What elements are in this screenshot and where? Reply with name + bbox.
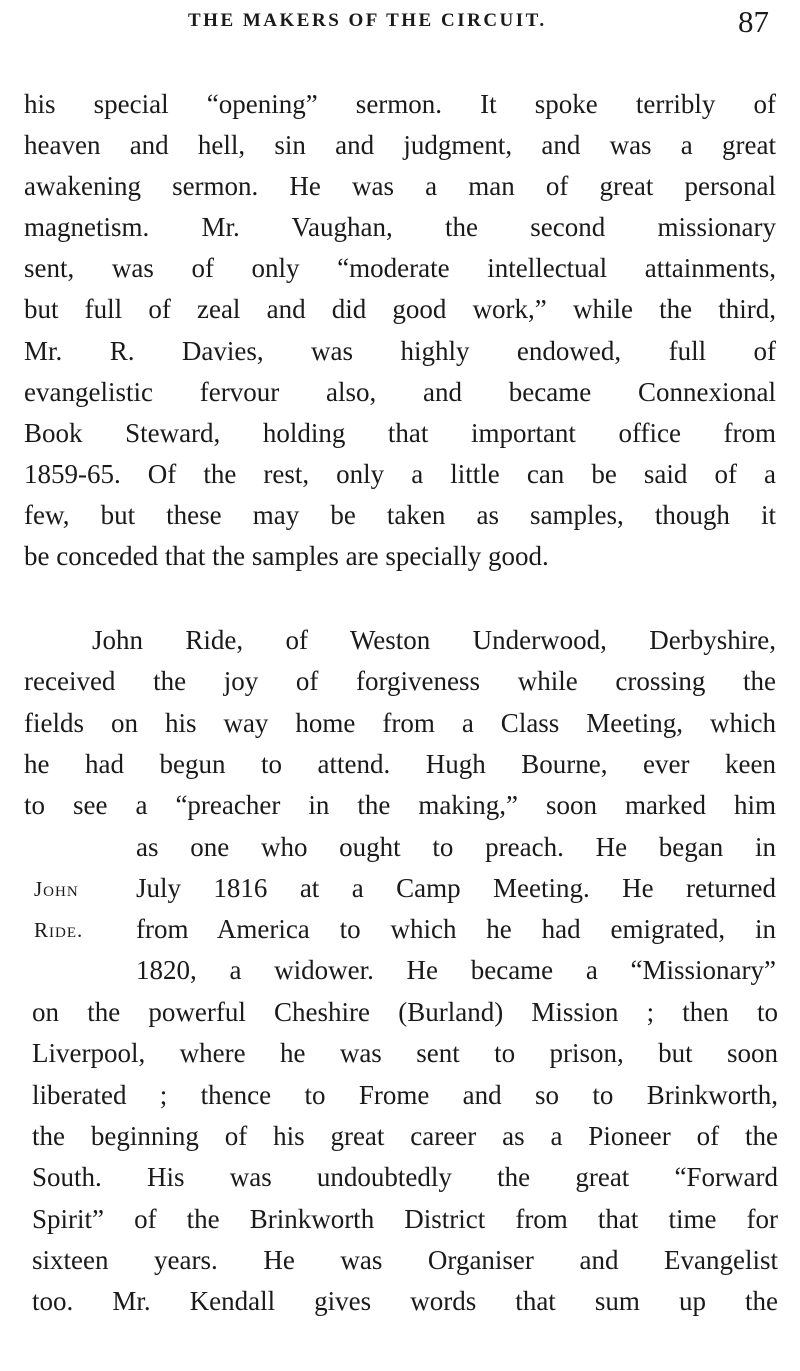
- text-line: on the powerful Cheshire (Burland) Mission ; then to: [32, 997, 778, 1027]
- text-line: too. Mr. Kendall gives words that sum up the: [32, 1286, 778, 1316]
- text-line: awakening sermon. He was a man of great personal: [24, 171, 776, 201]
- page-number: 87: [738, 4, 769, 39]
- text-line: July 1816 at a Camp Meeting. He returned: [136, 873, 776, 903]
- text-line: sent, was of only “moderate intellectual attainments,: [24, 253, 776, 283]
- text-line: he had begun to attend. Hugh Bourne, ever keen: [24, 749, 776, 779]
- text-line: few, but these may be taken as samples, though it: [24, 500, 776, 530]
- text-line: Mr. R. Davies, was highly endowed, full of: [24, 336, 776, 366]
- text-line: as one who ought to preach. He began in: [136, 832, 776, 862]
- text-line: liberated ; thence to Frome and so to Brinkworth,: [32, 1080, 778, 1110]
- margin-note-line: Ride.: [34, 918, 84, 942]
- text-line: Book Steward, holding that important office from: [24, 418, 776, 448]
- text-line: sixteen years. He was Organiser and Evangelist: [32, 1245, 778, 1275]
- text-line: heaven and hell, sin and judgment, and was a great: [24, 130, 776, 160]
- text-line: 1820, a widower. He became a “Missionary”: [136, 955, 776, 985]
- text-line: South. His was undoubtedly the great “Forward: [32, 1162, 778, 1192]
- text-line: to see a “preacher in the making,” soon marked him: [24, 790, 776, 820]
- text-line: 1859-65. Of the rest, only a little can be said of a: [24, 459, 776, 489]
- text-line: received the joy of forgiveness while crossing the: [24, 666, 776, 696]
- running-title: THE MAKERS OF THE CIRCUIT.: [188, 10, 547, 31]
- text-line: from America to which he had emigrated, in: [136, 914, 776, 944]
- text-line: his special “opening” sermon. It spoke terribly of: [24, 89, 776, 119]
- text-line: Liverpool, where he was sent to prison, but soon: [32, 1038, 778, 1068]
- text-line: fields on his way home from a Class Meeting, which: [24, 708, 776, 738]
- running-head: [0, 4, 800, 44]
- text-line: magnetism. Mr. Vaughan, the second missionary: [24, 212, 776, 242]
- text-line: Spirit” of the Brinkworth District from that time for: [32, 1204, 778, 1234]
- text-line: John Ride, of Weston Underwood, Derbyshire,: [92, 625, 776, 655]
- margin-note-line: John: [34, 877, 79, 901]
- text-line: the beginning of his great career as a Pioneer of the: [32, 1121, 778, 1151]
- text-line: but full of zeal and did good work,” while the third,: [24, 294, 776, 324]
- text-line: evangelistic fervour also, and became Connexional: [24, 377, 776, 407]
- text-line: be conceded that the samples are specially good.: [24, 541, 549, 571]
